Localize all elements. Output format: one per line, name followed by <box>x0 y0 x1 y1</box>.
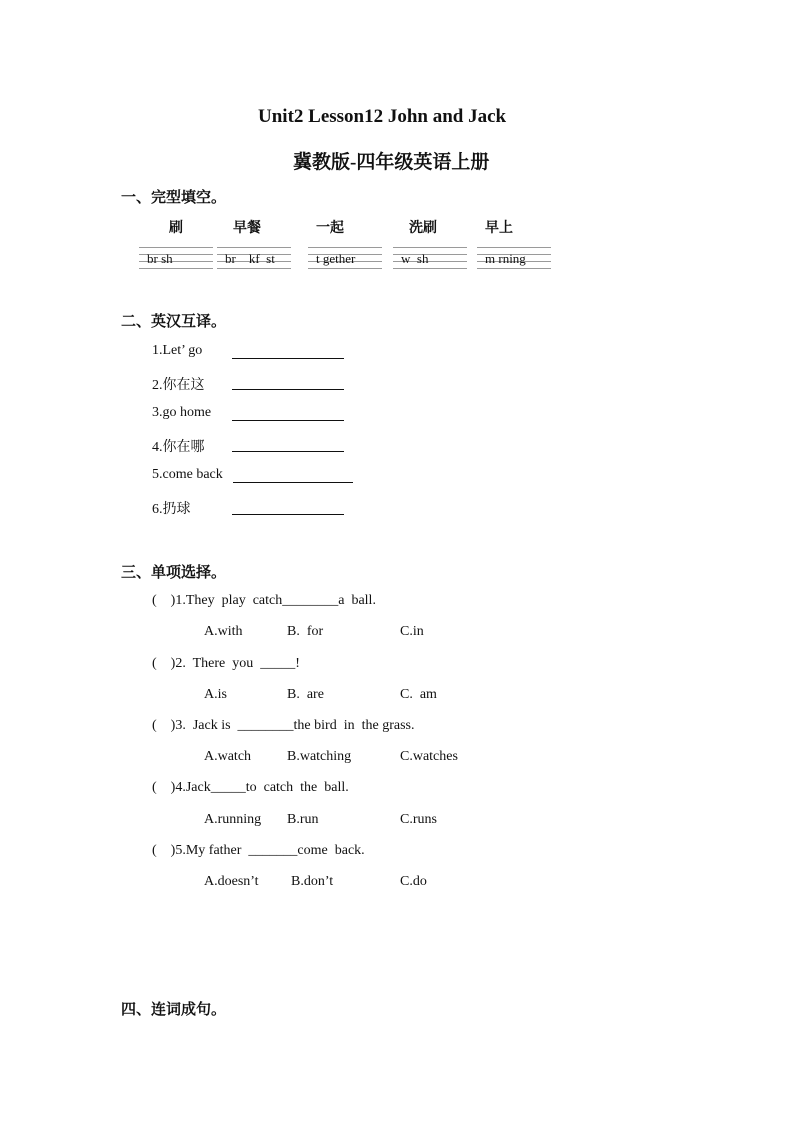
question-blank: ________ <box>237 718 294 733</box>
question-stem: 1.They play catch <box>175 593 283 608</box>
word-cn-3: 一起 <box>316 221 344 236</box>
question-stem-end: to catch the ball. <box>245 780 349 795</box>
answer-paren[interactable]: ( ) <box>152 780 176 795</box>
question-stem-end: ! <box>295 656 300 671</box>
section1-heading: 一、完型填空。 <box>121 190 227 206</box>
option-b: B. for <box>287 624 324 639</box>
answer-paren[interactable]: ( ) <box>152 718 176 733</box>
question-blank: _____ <box>210 780 246 795</box>
answer-paren[interactable]: ( ) <box>152 593 176 608</box>
question-4 <box>152 780 349 796</box>
word-cn-1: 刷 <box>169 221 183 236</box>
four-line-box-1 <box>139 247 213 269</box>
option-a: A.watch <box>204 749 252 764</box>
option-a: A.is <box>204 687 227 702</box>
spelling-blank-5: m rning <box>485 251 526 266</box>
question-stem: 2. There you <box>175 656 261 671</box>
spelling-blank-1: br sh <box>147 251 173 266</box>
four-line-box-4 <box>393 247 467 269</box>
option-b: B.run <box>287 812 319 827</box>
four-line-box-3 <box>308 247 382 269</box>
page-title: Unit2 Lesson12 John and Jack <box>258 106 507 127</box>
option-a: A.with <box>204 624 243 639</box>
spelling-blank-4: w sh <box>401 251 429 266</box>
option-b: B.watching <box>287 749 352 764</box>
translate-item-6: 6.扔球 <box>152 502 191 517</box>
spelling-blank-3: t gether <box>316 251 356 266</box>
option-c: C.do <box>400 874 427 889</box>
option-c: C. am <box>400 687 437 702</box>
word-cn-2: 早餐 <box>233 221 261 236</box>
word-cn-5: 早上 <box>485 221 513 236</box>
answer-line-1[interactable] <box>232 358 344 359</box>
question-5 <box>152 843 365 859</box>
answer-line-2[interactable] <box>232 389 344 390</box>
word-cn-4: 洗刷 <box>409 221 437 236</box>
option-c: C.in <box>400 624 424 639</box>
answer-paren[interactable]: ( ) <box>152 656 176 671</box>
question-stem-end: come back. <box>297 843 365 858</box>
option-a: A.running <box>204 812 262 827</box>
answer-line-5[interactable] <box>233 482 353 483</box>
question-stem-end: the bird in the grass. <box>293 718 415 733</box>
answer-line-3[interactable] <box>232 420 344 421</box>
question-1 <box>152 593 376 609</box>
page-subtitle: 冀教版-四年级英语上册 <box>293 152 490 173</box>
question-blank: ________ <box>282 593 339 608</box>
translate-item-2: 2.你在这 <box>152 378 205 393</box>
question-blank: _____ <box>260 656 296 671</box>
question-2 <box>152 656 300 672</box>
section4-heading: 四、连词成句。 <box>121 1002 227 1018</box>
question-blank: _______ <box>248 843 298 858</box>
option-c: C.runs <box>400 812 437 827</box>
question-stem-end: a ball. <box>338 593 376 608</box>
option-b: B.don’t <box>291 874 334 889</box>
answer-paren[interactable]: ( ) <box>152 843 176 858</box>
translate-item-1: 1.Let’ go <box>152 343 203 358</box>
section2-heading: 二、英汉互译。 <box>121 314 227 330</box>
option-c: C.watches <box>400 749 458 764</box>
option-a: A.doesn’t <box>204 874 259 889</box>
option-b: B. are <box>287 687 324 702</box>
answer-line-6[interactable] <box>232 514 344 515</box>
translate-item-4: 4.你在哪 <box>152 440 205 455</box>
question-stem: 3. Jack is <box>175 718 238 733</box>
spelling-blank-2: br kf st <box>225 251 275 266</box>
four-line-box-5 <box>477 247 551 269</box>
question-stem: 4.Jack <box>175 780 211 795</box>
translate-item-5: 5.come back <box>152 467 223 482</box>
question-3 <box>152 718 414 734</box>
translate-item-3: 3.go home <box>152 405 212 420</box>
answer-line-4[interactable] <box>232 451 344 452</box>
section3-heading: 三、单项选择。 <box>121 565 227 581</box>
question-stem: 5.My father <box>175 843 249 858</box>
four-line-box-2 <box>217 247 291 269</box>
